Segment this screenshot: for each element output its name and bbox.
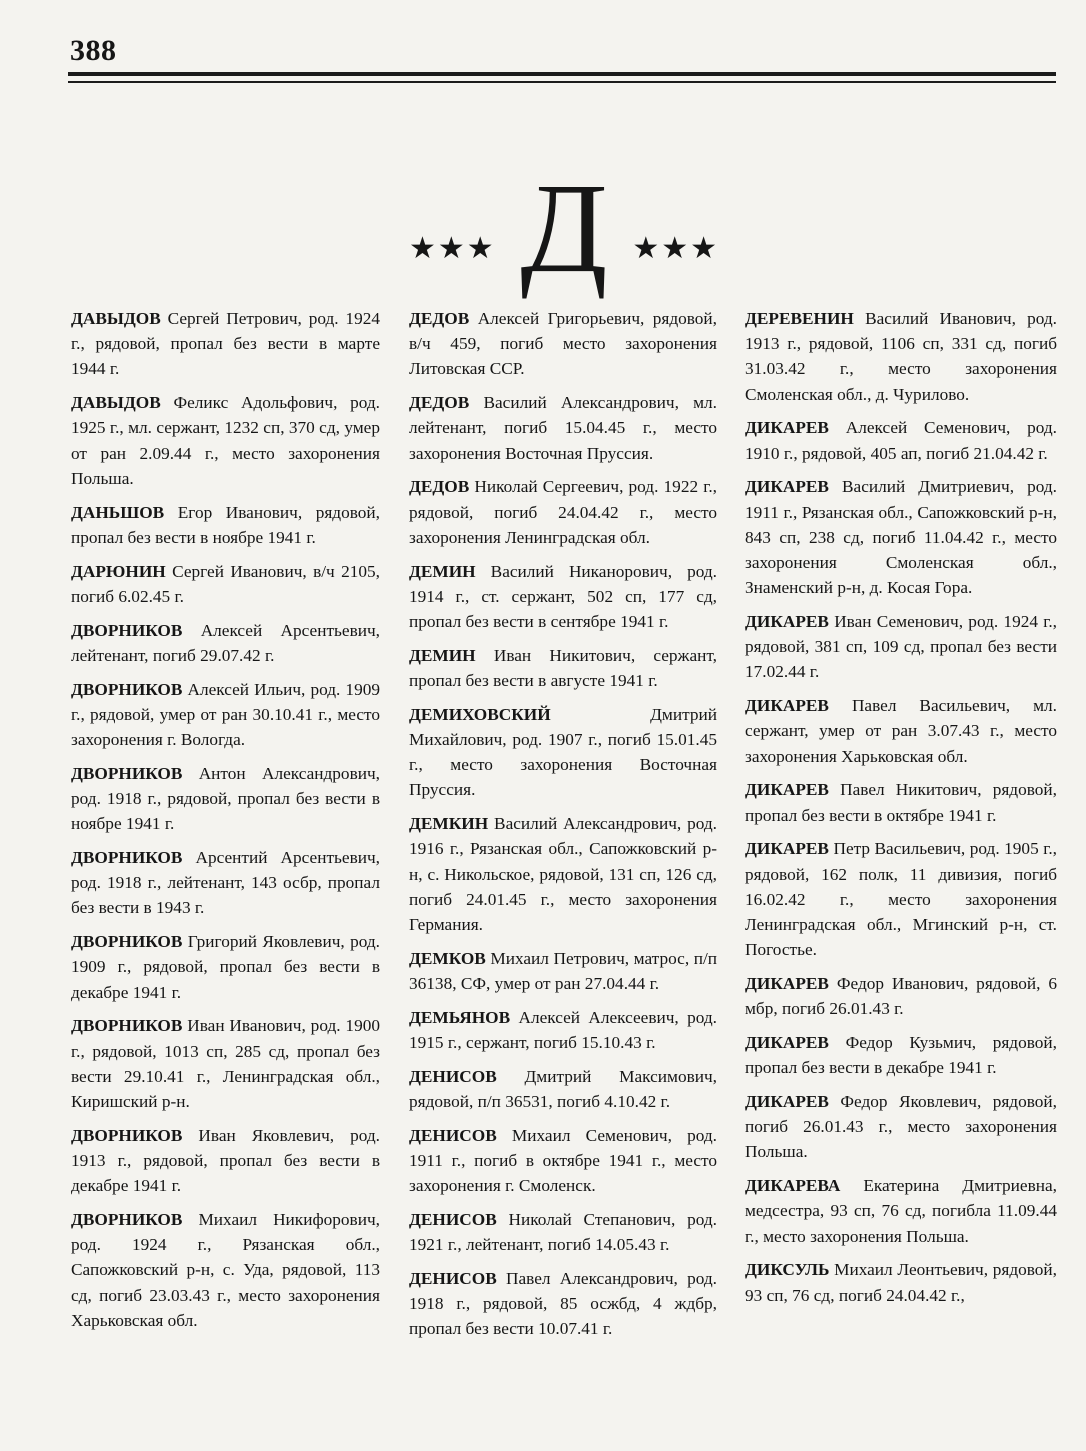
entry-details: Иван Семенович, род. 1924 г., рядовой, 381 сп, 109 сд, пропал без вести 17.02.44 г. — [745, 612, 1057, 682]
entry — [71, 1013, 380, 1114]
entry — [745, 609, 1057, 685]
entry-details: Алексей Семенович, род. 1910 г., рядовой, 405 ап, погиб 21.04.42 г. — [745, 418, 1057, 463]
entry-details: Дмитрий Максимович, рядовой, п/п 36531, погиб 4.10.42 г. — [409, 1066, 717, 1112]
header-rule-thin — [68, 81, 1056, 83]
entry-details: Алексей Алексеевич, род. 1915 г., сержант, погиб 15.10.43 г. — [409, 1007, 717, 1053]
entry-details: Дмитрий Михайлович, род. 1907 г., погиб 15.01.45 г., место захоронения Восточная Пруссия. — [409, 704, 717, 800]
entry-details: Михаил Семенович, род. 1911 г., погиб в октябре 1941 г., место захоронения г. Смоленск. — [409, 1125, 717, 1196]
entry-details: Василий Дмитриевич, род. 1911 г., Рязанская обл., Сапожковский р-н, 843 сп, 238 сд, погиб 11.04.42 г., место захоронения Смоленская обл., Знаменский р-н, д. Косая Гора. — [745, 477, 1057, 598]
entry-details: Антон Александрович, род. 1918 г., рядовой, пропал без вести в ноябре 1941 г. — [71, 763, 380, 834]
entry — [745, 1173, 1057, 1249]
entry-surname: ДИКАРЕВ — [745, 974, 829, 994]
entry-surname: ДЕМЬЯНОВ — [409, 1007, 511, 1027]
section-letter: Д — [520, 157, 608, 299]
entry — [71, 559, 380, 609]
entry-details: Сергей Петрович, род. 1924 г., рядовой, пропал без вести в марте 1944 г. — [71, 309, 380, 379]
stars-right: ★★★ — [632, 232, 719, 265]
entry — [409, 390, 717, 466]
entry-surname: ДЕМИХОВСКИЙ — [409, 704, 551, 724]
entry — [71, 618, 380, 668]
entry — [409, 559, 717, 635]
entry-surname: ДВОРНИКОВ — [71, 848, 183, 868]
entry-surname: ДИКАРЕВА — [745, 1176, 841, 1196]
entry — [745, 971, 1057, 1021]
entry — [71, 761, 380, 837]
entry-surname: ДВОРНИКОВ — [71, 679, 183, 699]
entry — [745, 1257, 1057, 1307]
entry — [71, 306, 380, 382]
entry-details: Николай Сергеевич, род. 1922 г., рядовой, погиб 24.04.42 г., место захоронения Ленинградская обл. — [409, 477, 717, 547]
entry — [745, 415, 1057, 465]
entry-surname: ДЕРЕВЕНИН — [745, 309, 854, 328]
entry-details: Николай Степанович, род. 1921 г., лейтенант, погиб 14.05.43 г. — [409, 1210, 717, 1255]
entry — [409, 1064, 717, 1114]
entry — [745, 1089, 1057, 1165]
entry-surname: ДЕМКОВ — [409, 948, 486, 968]
entry-details: Алексей Григорьевич, рядовой, в/ч 459, погиб место захоронения Литовская ССР. — [409, 309, 717, 379]
entry-details: Петр Васильевич, род. 1905 г., рядовой, 162 полк, 11 дивизия, погиб 16.02.42 г., место захоронения Ленинградская обл., Мгинский р-н, ст. Погостье. — [745, 839, 1057, 960]
entry-surname: ДЕМКИН — [409, 814, 489, 834]
entry — [71, 1123, 380, 1199]
entry-details: Алексей Ильич, род. 1909 г., рядовой, умер от ран 30.10.41 г., место захоронения г. Вологда. — [71, 679, 380, 750]
header-rule-thick — [68, 72, 1056, 76]
entry — [71, 677, 380, 753]
entry-details: Павел Александрович, род. 1918 г., рядовой, 85 осжбд, 4 ждбр, пропал без вести 10.07.41 г. — [409, 1269, 717, 1339]
entry-details: Иван Яковлевич, род. 1913 г., рядовой, пропал без вести в декабре 1941 г. — [71, 1125, 380, 1196]
entry-surname: ДВОРНИКОВ — [71, 932, 183, 952]
entry-surname: ДИКСУЛЬ — [745, 1260, 830, 1280]
entry — [71, 845, 380, 921]
column-2 — [409, 306, 717, 1350]
entry-surname: ДЕДОВ — [409, 393, 470, 413]
entry-details: Михаил Петрович, матрос, п/п 36138, СФ, умер от ран 27.04.44 г. — [409, 948, 717, 994]
entry — [409, 1005, 717, 1055]
entry-surname: ДАРЮНИН — [71, 561, 166, 581]
stars-left: ★★★ — [409, 232, 496, 265]
entry-details: Василий Иванович, род. 1913 г., рядовой, 1106 сп, 331 сд, погиб 31.03.42 г., место захоронения Смоленская обл., д. Чурилово. — [745, 309, 1057, 404]
entry — [745, 693, 1057, 769]
entry-surname: ДИКАРЕВ — [745, 1033, 829, 1053]
entry — [745, 777, 1057, 827]
entry-details: Арсентий Арсентьевич, род. 1918 г., лейтенант, 143 осбр, пропал без вести в 1943 г. — [71, 848, 380, 918]
entry-details: Василий Никанорович, род. 1914 г., ст. сержант, 502 сп, 177 сд, пропал без вести в сентябре 1941 г. — [409, 561, 717, 632]
entry-details: Иван Никитович, сержант, пропал без вести в августе 1941 г. — [409, 645, 717, 691]
entry-details: Василий Александрович, мл. лейтенант, погиб 15.04.45 г., место захоронения Восточная Пруссия. — [409, 393, 717, 463]
entry — [71, 390, 380, 491]
entry — [745, 836, 1057, 962]
page-number: 388 — [70, 34, 117, 67]
entry-surname: ДИКАРЕВ — [745, 696, 829, 716]
entry — [745, 1030, 1057, 1080]
entry-details: Павел Васильевич, мл. сержант, умер от ран 3.07.43 г., место захоронения Харьковская обл. — [745, 696, 1057, 766]
entry-details: Сергей Иванович, в/ч 2105, погиб 6.02.45 г. — [71, 561, 380, 606]
entry-surname: ДИКАРЕВ — [745, 612, 829, 632]
entry-details: Григорий Яковлевич, род. 1909 г., рядовой, пропал без вести в декабре 1941 г. — [71, 932, 380, 1002]
entry-details: Иван Иванович, род. 1900 г., рядовой, 1013 сп, 285 сд, пропал без вести 29.10.41 г., Ленинградская обл., Киришский р-н. — [71, 1016, 380, 1112]
entry — [71, 929, 380, 1005]
entry — [409, 702, 717, 803]
column-3 — [745, 306, 1057, 1316]
entry-details: Федор Кузьмич, рядовой, пропал без вести в декабре 1941 г. — [745, 1033, 1057, 1078]
entry-details: Михаил Никифорович, род. 1924 г., Рязанская обл., Сапожковский р-н, с. Уда, рядовой, 113 сд, погиб 23.03.43 г., место захоронения Харьковская обл. — [71, 1210, 380, 1330]
entry-surname: ДВОРНИКОВ — [71, 1016, 183, 1036]
entry-surname: ДИКАРЕВ — [745, 780, 829, 800]
entry-surname: ДИКАРЕВ — [745, 418, 829, 438]
entry — [409, 1266, 717, 1342]
entry-details: Федор Яковлевич, рядовой, погиб 26.01.43 г., место захоронения Польша. — [745, 1092, 1057, 1162]
entry-surname: ДЕНИСОВ — [409, 1269, 497, 1289]
entry — [745, 306, 1057, 407]
entry-details: Василий Александрович, род. 1916 г., Рязанская обл., Сапожковский р-н, с. Никольское, рядовой, 131 сп, 126 сд, погиб 24.01.45 г., место захоронения Германия. — [409, 814, 717, 935]
entry-surname: ДИКАРЕВ — [745, 1092, 829, 1112]
entry-surname: ДВОРНИКОВ — [71, 763, 183, 783]
entry-details: Феликс Адольфович, род. 1925 г., мл. сержант, 1232 сп, 370 сд, умер от ран 2.09.44 г., место захоронения Польша. — [71, 393, 380, 488]
entry-surname: ДЕНИСОВ — [409, 1210, 497, 1230]
entry-surname: ДВОРНИКОВ — [71, 1210, 183, 1230]
entry — [409, 946, 717, 996]
column-1 — [71, 306, 380, 1342]
show-through-texture — [70, 92, 380, 302]
entry — [71, 500, 380, 550]
letter-heading — [405, 157, 723, 299]
entry-surname: ДАВЫДОВ — [71, 309, 161, 328]
entry-details: Екатерина Дмитриевна, медсестра, 93 сп, 76 сд, погибла 11.09.44 г., место захоронения Польша. — [745, 1176, 1057, 1246]
entry — [409, 306, 717, 382]
entry-surname: ДЕМИН — [409, 561, 476, 581]
entry — [409, 643, 717, 693]
entry-surname: ДЕМИН — [409, 645, 476, 665]
entry — [745, 474, 1057, 600]
entry-surname: ДАВЫДОВ — [71, 393, 161, 413]
entry-surname: ДВОРНИКОВ — [71, 620, 183, 640]
entry-surname: ДАНЬШОВ — [71, 502, 165, 522]
entry-details: Егор Иванович, рядовой, пропал без вести в ноябре 1941 г. — [71, 502, 380, 547]
entry-surname: ДЕНИСОВ — [409, 1066, 497, 1086]
entry — [409, 474, 717, 550]
entry-surname: ДЕНИСОВ — [409, 1125, 497, 1145]
entry-details: Алексей Арсентьевич, лейтенант, погиб 29.07.42 г. — [71, 620, 380, 665]
entry-surname: ДЕДОВ — [409, 477, 470, 497]
entry-surname: ДВОРНИКОВ — [71, 1125, 183, 1145]
entry-surname: ДЕДОВ — [409, 309, 470, 328]
entry — [409, 1207, 717, 1257]
entry — [409, 811, 717, 937]
entry-details: Павел Никитович, рядовой, пропал без вести в октябре 1941 г. — [745, 780, 1057, 825]
entry — [71, 1207, 380, 1333]
entry — [409, 1123, 717, 1199]
entry-details: Михаил Леонтьевич, рядовой, 93 сп, 76 сд, погиб 24.04.42 г., — [745, 1260, 1058, 1305]
entry-surname: ДИКАРЕВ — [745, 839, 829, 859]
entry-surname: ДИКАРЕВ — [745, 477, 829, 497]
entry-details: Федор Иванович, рядовой, 6 мбр, погиб 26.01.43 г. — [745, 974, 1057, 1019]
